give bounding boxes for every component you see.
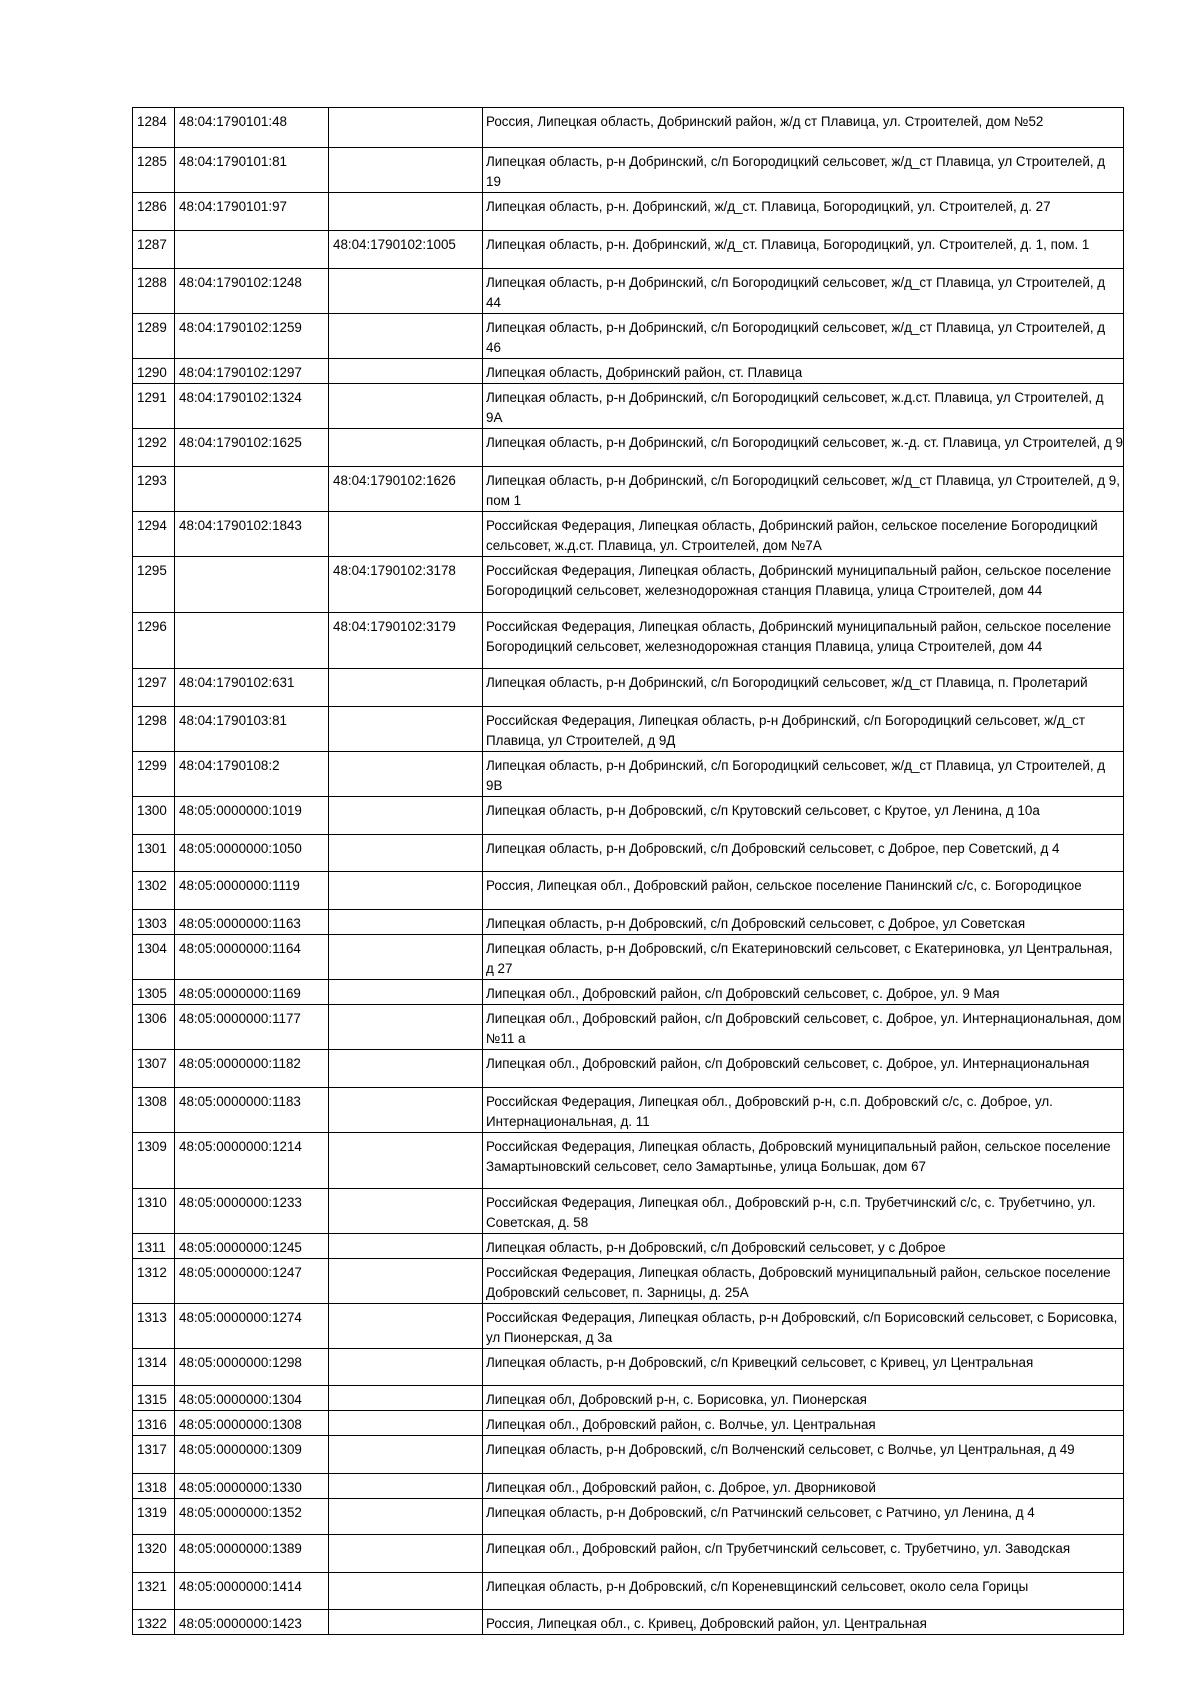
table-row [133, 429, 1124, 467]
cadastral-number-alt-cell [329, 1259, 483, 1304]
cadastral-number-cell: 48:05:0000000:1304 [175, 1386, 329, 1411]
table-row [133, 231, 1124, 269]
cadastral-number-cell: 48:05:0000000:1245 [175, 1234, 329, 1259]
table-row [133, 1386, 1124, 1411]
row-number-cell: 1292 [133, 429, 175, 467]
address-cell: Российская Федерация, Липецкая область, Добровский муниципальный район, сельское поселение Замартыновский сельсовет, село Замартынье, улица Большак, дом 67 [483, 1133, 1124, 1189]
table-row [133, 1349, 1124, 1386]
cadastral-number-cell: 48:04:1790102:1297 [175, 359, 329, 384]
row-number-cell: 1313 [133, 1304, 175, 1349]
address-cell: Россия, Липецкая область, Добринский район, ж/д ст Плавица, ул. Строителей, дом №52 [483, 108, 1124, 148]
table-row [133, 1610, 1124, 1635]
address-cell: Липецкая обл., Добровский район, с/п Добровский сельсовет, с. Доброе, ул. Интернациональная, дом №11 а [483, 1005, 1124, 1050]
row-number-cell: 1319 [133, 1499, 175, 1535]
row-number-cell: 1306 [133, 1005, 175, 1050]
cadastral-number-alt-cell [329, 1474, 483, 1499]
cadastral-number-cell: 48:05:0000000:1183 [175, 1088, 329, 1133]
cadastral-number-cell: 48:04:1790101:97 [175, 193, 329, 231]
table-row [133, 557, 1124, 613]
cadastral-number-alt-cell [329, 1050, 483, 1088]
cadastral-number-cell: 48:04:1790101:81 [175, 148, 329, 193]
address-cell: Российская Федерация, Липецкая область, Добринский район, сельское поселение Богородицкий сельсовет, ж.д.ст. Плавица, ул. Строителей, дом №7А [483, 512, 1124, 557]
row-number-cell: 1314 [133, 1349, 175, 1386]
table-row [133, 935, 1124, 980]
cadastral-number-cell [175, 613, 329, 669]
address-cell: Липецкая область, р-н Добринский, с/п Богородицкий сельсовет, ж/д_ст Плавица, п. Пролетарий [483, 669, 1124, 707]
table-row [133, 148, 1124, 193]
row-number-cell: 1302 [133, 872, 175, 910]
table-row [133, 1499, 1124, 1535]
cadastral-number-alt-cell [329, 429, 483, 467]
row-number-cell: 1296 [133, 613, 175, 669]
cadastral-number-cell [175, 231, 329, 269]
table-row [133, 1535, 1124, 1573]
cadastral-number-cell: 48:05:0000000:1214 [175, 1133, 329, 1189]
cadastral-number-alt-cell [329, 359, 483, 384]
table-row [133, 980, 1124, 1005]
cadastral-number-cell: 48:05:0000000:1163 [175, 910, 329, 935]
address-cell: Липецкая область, р-н Добровский, с/п Добровский сельсовет, с Доброе, ул Советская [483, 910, 1124, 935]
table-row [133, 1234, 1124, 1259]
table-row [133, 512, 1124, 557]
cadastral-number-cell: 48:05:0000000:1389 [175, 1535, 329, 1573]
address-cell: Липецкая область, р-н Добринский, с/п Богородицкий сельсовет, ж/д_ст Плавица, ул Строителей, д 9, пом 1 [483, 467, 1124, 512]
document-page [132, 107, 1123, 1635]
cadastral-number-alt-cell: 48:04:1790102:1005 [329, 231, 483, 269]
cadastral-number-alt-cell [329, 384, 483, 429]
row-number-cell: 1321 [133, 1573, 175, 1610]
cadastral-number-alt-cell: 48:04:1790102:3178 [329, 557, 483, 613]
row-number-cell: 1293 [133, 467, 175, 512]
cadastral-number-cell: 48:05:0000000:1177 [175, 1005, 329, 1050]
row-number-cell: 1318 [133, 1474, 175, 1499]
cadastral-number-cell: 48:04:1790103:81 [175, 707, 329, 752]
row-number-cell: 1301 [133, 835, 175, 872]
cadastral-number-alt-cell [329, 1234, 483, 1259]
cadastral-number-alt-cell [329, 108, 483, 148]
cadastral-number-alt-cell [329, 669, 483, 707]
address-cell: Липецкая обл., Добровский район, с. Волчье, ул. Центральная [483, 1411, 1124, 1436]
cadastral-number-alt-cell [329, 1088, 483, 1133]
cadastral-number-cell: 48:04:1790102:1843 [175, 512, 329, 557]
row-number-cell: 1288 [133, 269, 175, 314]
address-cell: Липецкая обл., Добровский район, с/п Трубетчинский сельсовет, с. Трубетчино, ул. Заводская [483, 1535, 1124, 1573]
table-row [133, 1005, 1124, 1050]
row-number-cell: 1286 [133, 193, 175, 231]
cadastral-number-cell: 48:05:0000000:1308 [175, 1411, 329, 1436]
row-number-cell: 1294 [133, 512, 175, 557]
row-number-cell: 1310 [133, 1189, 175, 1234]
table-row [133, 467, 1124, 512]
cadastral-number-cell: 48:05:0000000:1050 [175, 835, 329, 872]
cadastral-number-alt-cell [329, 797, 483, 835]
table-body [133, 108, 1124, 1635]
table-row [133, 1474, 1124, 1499]
cadastral-number-alt-cell [329, 1436, 483, 1474]
cadastral-number-cell: 48:04:1790102:631 [175, 669, 329, 707]
cadastral-number-alt-cell: 48:04:1790102:1626 [329, 467, 483, 512]
cadastral-number-cell: 48:05:0000000:1414 [175, 1573, 329, 1610]
address-cell: Липецкая область, р-н. Добринский, ж/д_ст. Плавица, Богородицкий, ул. Строителей, д. 27 [483, 193, 1124, 231]
table-row [133, 359, 1124, 384]
table-row [133, 1304, 1124, 1349]
row-number-cell: 1287 [133, 231, 175, 269]
row-number-cell: 1317 [133, 1436, 175, 1474]
cadastral-number-cell: 48:05:0000000:1247 [175, 1259, 329, 1304]
table-row [133, 752, 1124, 797]
table-row [133, 193, 1124, 231]
cadastral-number-cell: 48:04:1790101:48 [175, 108, 329, 148]
cadastral-number-cell: 48:05:0000000:1019 [175, 797, 329, 835]
cadastral-number-alt-cell [329, 935, 483, 980]
cadastral-number-cell: 48:05:0000000:1164 [175, 935, 329, 980]
cadastral-number-cell: 48:05:0000000:1182 [175, 1050, 329, 1088]
address-cell: Российская Федерация, Липецкая область, Добровский муниципальный район, сельское поселение Добровский сельсовет, п. Зарницы, д. 25А [483, 1259, 1124, 1304]
address-cell: Российская Федерация, Липецкая обл., Добровский р-н, с.п. Трубетчинский с/с, с. Трубетчино, ул. Советская, д. 58 [483, 1189, 1124, 1234]
cadastral-number-alt-cell [329, 1133, 483, 1189]
cadastral-number-alt-cell [329, 1189, 483, 1234]
address-cell: Липецкая область, р-н Добровский, с/п Екатериновский сельсовет, с Екатериновка, ул Центральная, д 27 [483, 935, 1124, 980]
cadastral-number-cell: 48:04:1790108:2 [175, 752, 329, 797]
row-number-cell: 1297 [133, 669, 175, 707]
address-cell: Липецкая область, р-н Добринский, с/п Богородицкий сельсовет, ж.-д. ст. Плавица, ул Строителей, д 9 [483, 429, 1124, 467]
cadastral-number-alt-cell [329, 835, 483, 872]
cadastral-number-cell [175, 557, 329, 613]
cadastral-number-alt-cell [329, 1573, 483, 1610]
cadastral-number-cell: 48:05:0000000:1233 [175, 1189, 329, 1234]
address-cell: Российская Федерация, Липецкая область, Добринский муниципальный район, сельское поселение Богородицкий сельсовет, железнодорожная станция Плавица, улица Строителей, дом 44 [483, 613, 1124, 669]
cadastral-table [132, 107, 1124, 1635]
address-cell: Липецкая область, р-н Добринский, с/п Богородицкий сельсовет, ж/д_ст Плавица, ул Строителей, д 44 [483, 269, 1124, 314]
address-cell: Россия, Липецкая обл., Добровский район, сельское поселение Панинский с/с, с. Богородицкое [483, 872, 1124, 910]
cadastral-number-cell: 48:05:0000000:1423 [175, 1610, 329, 1635]
table-row [133, 797, 1124, 835]
address-cell: Липецкая область, р-н Добровский, с/п Добровский сельсовет, с Доброе, пер Советский, д 4 [483, 835, 1124, 872]
address-cell: Липецкая обл., Добровский район, с/п Добровский сельсовет, с. Доброе, ул. 9 Мая [483, 980, 1124, 1005]
cadastral-number-alt-cell [329, 707, 483, 752]
cadastral-number-cell: 48:05:0000000:1274 [175, 1304, 329, 1349]
row-number-cell: 1322 [133, 1610, 175, 1635]
address-cell: Липецкая область, р-н Добровский, с/п Волченский сельсовет, с Волчье, ул Центральная, д 49 [483, 1436, 1124, 1474]
table-row [133, 384, 1124, 429]
address-cell: Липецкая область, р-н Добринский, с/п Богородицкий сельсовет, ж/д_ст Плавица, ул Строителей, д 46 [483, 314, 1124, 359]
row-number-cell: 1316 [133, 1411, 175, 1436]
cadastral-number-cell: 48:05:0000000:1169 [175, 980, 329, 1005]
cadastral-number-cell: 48:05:0000000:1119 [175, 872, 329, 910]
address-cell: Российская Федерация, Липецкая обл., Добровский р-н, с.п. Добровский с/с, с. Доброе, ул. Интернациональная, д. 11 [483, 1088, 1124, 1133]
table-row [133, 1436, 1124, 1474]
row-number-cell: 1299 [133, 752, 175, 797]
table-row [133, 314, 1124, 359]
cadastral-number-alt-cell [329, 1386, 483, 1411]
row-number-cell: 1308 [133, 1088, 175, 1133]
row-number-cell: 1312 [133, 1259, 175, 1304]
table-row [133, 1133, 1124, 1189]
address-cell: Российская Федерация, Липецкая область, Добринский муниципальный район, сельское поселение Богородицкий сельсовет, железнодорожная станция Плавица, улица Строителей, дом 44 [483, 557, 1124, 613]
cadastral-number-cell: 48:04:1790102:1248 [175, 269, 329, 314]
cadastral-number-cell: 48:04:1790102:1625 [175, 429, 329, 467]
table-row [133, 1050, 1124, 1088]
cadastral-number-cell: 48:04:1790102:1259 [175, 314, 329, 359]
table-row [133, 835, 1124, 872]
table-row [133, 1411, 1124, 1436]
address-cell: Российская Федерация, Липецкая область, р-н Добровский, с/п Борисовский сельсовет, с Борисовка, ул Пионерская, д 3а [483, 1304, 1124, 1349]
table-row [133, 1573, 1124, 1610]
cadastral-number-alt-cell [329, 193, 483, 231]
cadastral-number-cell: 48:05:0000000:1298 [175, 1349, 329, 1386]
row-number-cell: 1285 [133, 148, 175, 193]
cadastral-number-alt-cell [329, 314, 483, 359]
cadastral-number-alt-cell: 48:04:1790102:3179 [329, 613, 483, 669]
row-number-cell: 1298 [133, 707, 175, 752]
table-row [133, 910, 1124, 935]
cadastral-number-alt-cell [329, 1005, 483, 1050]
cadastral-number-alt-cell [329, 1411, 483, 1436]
row-number-cell: 1307 [133, 1050, 175, 1088]
address-cell: Липецкая область, р-н Добровский, с/п Кореневщинский сельсовет, около села Горицы [483, 1573, 1124, 1610]
address-cell: Липецкая область, р-н Добринский, с/п Богородицкий сельсовет, ж.д.ст. Плавица, ул Строителей, д 9А [483, 384, 1124, 429]
cadastral-number-alt-cell [329, 1349, 483, 1386]
address-cell: Липецкая область, р-н Добровский, с/п Ратчинский сельсовет, с Ратчино, ул Ленина, д 4 [483, 1499, 1124, 1535]
address-cell: Россия, Липецкая обл., с. Кривец, Добровский район, ул. Центральная [483, 1610, 1124, 1635]
cadastral-number-alt-cell [329, 1535, 483, 1573]
cadastral-number-alt-cell [329, 752, 483, 797]
cadastral-number-alt-cell [329, 980, 483, 1005]
row-number-cell: 1295 [133, 557, 175, 613]
cadastral-number-alt-cell [329, 1499, 483, 1535]
row-number-cell: 1290 [133, 359, 175, 384]
cadastral-number-alt-cell [329, 1304, 483, 1349]
row-number-cell: 1300 [133, 797, 175, 835]
row-number-cell: 1320 [133, 1535, 175, 1573]
table-row [133, 707, 1124, 752]
row-number-cell: 1311 [133, 1234, 175, 1259]
address-cell: Липецкая область, р-н Добринский, с/п Богородицкий сельсовет, ж/д_ст Плавица, ул Строителей, д 9В [483, 752, 1124, 797]
cadastral-number-alt-cell [329, 1610, 483, 1635]
cadastral-number-cell: 48:04:1790102:1324 [175, 384, 329, 429]
cadastral-number-cell: 48:05:0000000:1330 [175, 1474, 329, 1499]
table-row [133, 269, 1124, 314]
address-cell: Липецкая область, р-н. Добринский, ж/д_ст. Плавица, Богородицкий, ул. Строителей, д. 1, пом. 1 [483, 231, 1124, 269]
table-row [133, 872, 1124, 910]
address-cell: Российская Федерация, Липецкая область, р-н Добринский, с/п Богородицкий сельсовет, ж/д_ст Плавица, ул Строителей, д 9Д [483, 707, 1124, 752]
cadastral-number-alt-cell [329, 512, 483, 557]
address-cell: Липецкая область, Добринский район, ст. Плавица [483, 359, 1124, 384]
row-number-cell: 1315 [133, 1386, 175, 1411]
row-number-cell: 1309 [133, 1133, 175, 1189]
table-row [133, 1088, 1124, 1133]
row-number-cell: 1284 [133, 108, 175, 148]
address-cell: Липецкая область, р-н Добровский, с/п Крутовский сельсовет, с Крутое, ул Ленина, д 10а [483, 797, 1124, 835]
table-row [133, 1189, 1124, 1234]
cadastral-number-alt-cell [329, 148, 483, 193]
cadastral-number-cell: 48:05:0000000:1352 [175, 1499, 329, 1535]
table-row [133, 108, 1124, 148]
cadastral-number-alt-cell [329, 910, 483, 935]
cadastral-number-alt-cell [329, 872, 483, 910]
cadastral-number-cell: 48:05:0000000:1309 [175, 1436, 329, 1474]
address-cell: Липецкая область, р-н Добровский, с/п Кривецкий сельсовет, с Кривец, ул Центральная [483, 1349, 1124, 1386]
address-cell: Липецкая обл., Добровский район, с. Доброе, ул. Дворниковой [483, 1474, 1124, 1499]
row-number-cell: 1289 [133, 314, 175, 359]
row-number-cell: 1305 [133, 980, 175, 1005]
cadastral-number-cell [175, 467, 329, 512]
table-row [133, 1259, 1124, 1304]
table-row [133, 669, 1124, 707]
row-number-cell: 1291 [133, 384, 175, 429]
cadastral-number-alt-cell [329, 269, 483, 314]
address-cell: Липецкая область, р-н Добровский, с/п Добровский сельсовет, у с Доброе [483, 1234, 1124, 1259]
address-cell: Липецкая обл, Добровский р-н, с. Борисовка, ул. Пионерская [483, 1386, 1124, 1411]
address-cell: Липецкая область, р-н Добринский, с/п Богородицкий сельсовет, ж/д_ст Плавица, ул Строителей, д 19 [483, 148, 1124, 193]
table-row [133, 613, 1124, 669]
row-number-cell: 1304 [133, 935, 175, 980]
row-number-cell: 1303 [133, 910, 175, 935]
address-cell: Липецкая обл., Добровский район, с/п Добровский сельсовет, с. Доброе, ул. Интернациональная [483, 1050, 1124, 1088]
